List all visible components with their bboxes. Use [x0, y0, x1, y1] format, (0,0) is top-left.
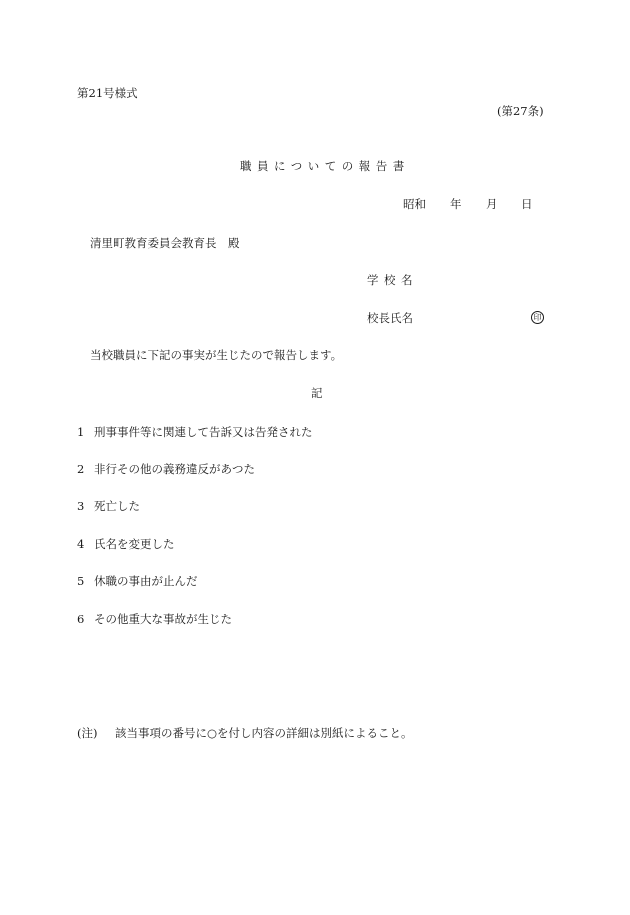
date-year-label: 年 [450, 197, 462, 211]
principal-name-label: 校長氏名 [367, 311, 413, 325]
item-number: 4 [77, 537, 85, 551]
item-number: 6 [77, 612, 85, 626]
article-reference: (第27条) [497, 104, 544, 118]
item-number: 5 [77, 574, 85, 588]
form-number: 第21号様式 [77, 86, 138, 100]
list-item [77, 614, 232, 626]
item-number: 1 [77, 425, 85, 439]
list-item [77, 427, 313, 439]
record-heading: 記 [311, 386, 323, 400]
footnote [77, 728, 413, 740]
intro-text: 当校職員に下記の事実が生じたので報告します。 [90, 348, 343, 362]
item-text: 休職の事由が止んだ [94, 574, 198, 588]
addressee: 清里町教育委員会教育長 殿 [90, 236, 240, 250]
list-item [77, 464, 255, 476]
footnote-label: (注) [77, 726, 98, 740]
document-title: 職員についての報告書 [240, 159, 410, 173]
seal-icon: 印 [531, 311, 544, 324]
item-number: 2 [77, 462, 85, 476]
item-text: 氏名を変更した [94, 537, 175, 551]
date-era: 昭和 [403, 197, 426, 211]
footnote-text: 該当事項の番号に○を付し内容の詳細は別紙によること。 [115, 726, 413, 740]
item-text: 非行その他の義務違反があつた [94, 462, 255, 476]
item-text: 死亡した [94, 499, 140, 513]
date-day-label: 日 [521, 197, 533, 211]
list-item [77, 501, 140, 513]
item-text: 刑事事件等に関連して告訴又は告発された [94, 425, 313, 439]
school-name-label: 学校名 [367, 273, 418, 287]
list-item [77, 539, 175, 551]
item-number: 3 [77, 499, 85, 513]
item-text: その他重大な事故が生じた [94, 612, 232, 626]
date-month-label: 月 [486, 197, 498, 211]
list-item [77, 576, 198, 588]
